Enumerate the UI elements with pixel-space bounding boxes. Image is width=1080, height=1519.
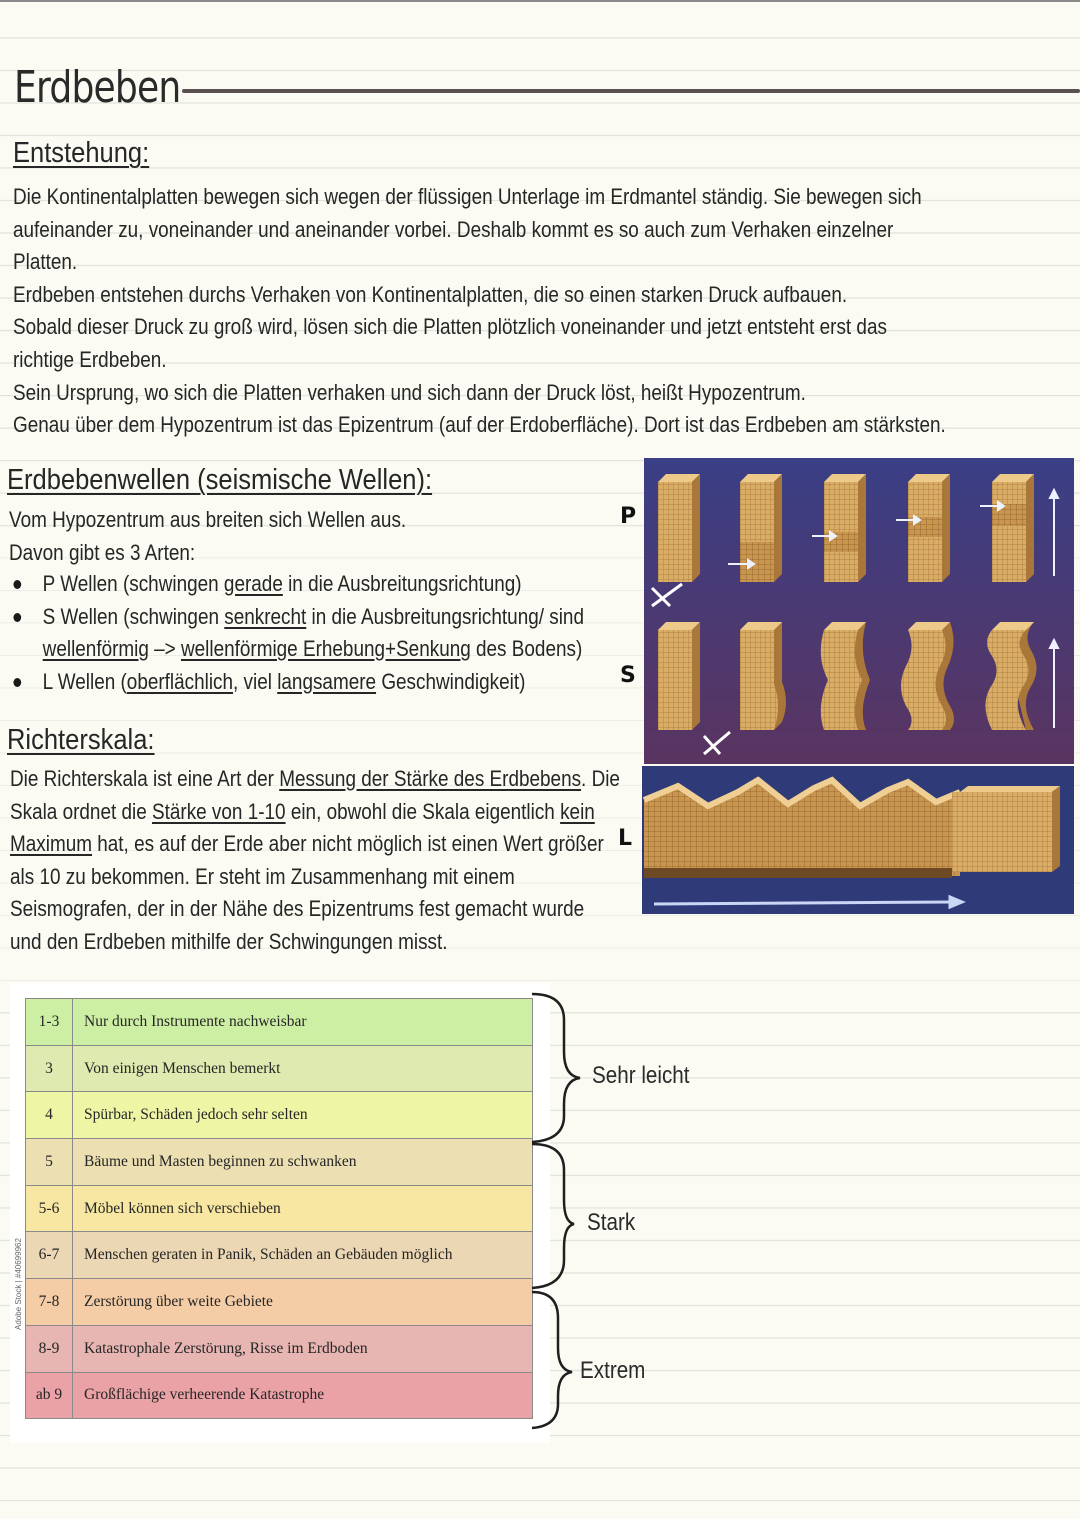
bullet-icon [13,613,21,622]
text-line: Maximum hat, es auf der Erde aber nicht möglich ist einen Wert größer [10,831,604,857]
scale-row [26,1092,533,1139]
scale-row [26,999,533,1046]
text-line: Sein Ursprung, wo sich die Platten verhaken und sich dann der Druck löst, heißt Hypozentrum. [13,379,806,405]
scale-level: 3 [26,1045,73,1092]
text-line: Die Richterskala ist eine Art der Messung der Stärke des Erdbebens. Die [10,766,620,791]
heading-erdbebenwellen: Erdbebenwellen (seismische Wellen): [7,464,433,496]
page-title: Erdbeben [14,62,181,113]
scale-row [26,1232,533,1279]
bullet-icon [13,678,21,687]
label-p: P [620,504,637,529]
text-line: Vom Hypozentrum aus breiten sich Wellen aus. [9,507,407,532]
heading-richterskala: Richterskala: [7,724,155,756]
scale-description: Bäume und Masten beginnen zu schwanken [73,1139,533,1186]
scale-description: Möbel können sich verschieben [73,1185,533,1232]
group-label-extrem: Extrem [580,1357,646,1384]
scale-row [26,1045,533,1092]
wellen-intro [9,504,406,569]
scale-description: Von einigen Menschen bemerkt [73,1045,533,1092]
stock-credit: Adobe Stock | #40699962 [14,1238,23,1330]
bullet-icon [13,580,21,589]
heading-entstehung: Entstehung: [13,137,150,169]
entstehung-text [13,181,946,442]
richter-scale-table [25,998,533,1419]
text-line: Sobald dieser Druck zu groß wird, lösen sich die Platten plötzlich voneinander und jetzt entsteht erst das [13,314,887,340]
scale-level: 7-8 [26,1279,73,1326]
text-line: Erdbeben entstehen durchs Verhaken von Kontinentalplatten, die so einen starken Druck aufbauen. [13,281,848,307]
wave-types-list [10,568,584,698]
text-line: Davon gibt es 3 Arten: [9,539,196,565]
scale-level: 4 [26,1092,73,1139]
text-line: als 10 zu bekommen. Er steht im Zusammenhang mit einem [10,863,515,889]
scale-row [26,1372,533,1419]
scale-description: Menschen geraten in Panik, Schäden an Gebäuden möglich [73,1232,533,1279]
text-line: Skala ordnet die Stärke von 1-10 ein, obwohl die Skala eigentlich kein [10,798,595,824]
text-line: Genau über dem Hypozentrum ist das Epizentrum (auf der Erdoberfläche). Dort ist das Erdbeben am stärksten. [13,412,946,438]
scale-row [26,1139,533,1186]
scale-level: 6-7 [26,1232,73,1279]
scale-row [26,1325,533,1372]
group-label-stark: Stark [587,1209,636,1236]
brace-extrem [532,1292,572,1428]
text-line: aufeinander zu, voneinander und aneinander vorbei. Deshalb kommt es so auch zum Verhaken einzelner [13,216,894,242]
label-l: L [618,826,633,851]
brace-stark [532,1144,574,1288]
scale-description: Nur durch Instrumente nachweisbar [73,999,533,1046]
richter-text [10,763,620,959]
scale-level: ab 9 [26,1372,73,1419]
list-item-s-wave: S Wellen (schwingen senkrecht in die Ausbreitungsrichtung/ sind wellenförmig –> wellenförmige Erhebung+Senkung des Bodens) [10,601,584,666]
scale-description: Großflächige verheerende Katastrophe [73,1372,533,1419]
title-rule [182,89,1080,93]
list-item-l-wave: L Wellen (oberflächlich, viel langsamere Geschwindigkeit) [10,666,584,699]
label-s: S [620,663,636,688]
seismic-wave-figure [612,456,1080,918]
scale-row [26,1279,533,1326]
scale-level: 5 [26,1139,73,1186]
scale-description: Spürbar, Schäden jedoch sehr selten [73,1092,533,1139]
text-line: und den Erdbeben mithilfe der Schwingungen misst. [10,928,448,954]
wave-diagram [612,456,1080,918]
text-line: Platten. [13,249,78,275]
text-line: richtige Erdbeben. [13,346,167,372]
group-braces [528,990,588,1430]
text-line: Die Kontinentalplatten bewegen sich wegen der flüssigen Unterlage im Erdmantel ständig. Sie bewegen sich [13,184,922,209]
list-item-p-wave: P Wellen (schwingen gerade in die Ausbreitungsrichtung) [10,568,584,601]
scale-description: Katastrophale Zerstörung, Risse im Erdboden [73,1325,533,1372]
scale-level: 1-3 [26,999,73,1046]
richter-scale-image [10,983,550,1443]
top-border [0,0,1080,2]
scale-description: Zerstörung über weite Gebiete [73,1279,533,1326]
brace-sehr-leicht [532,994,580,1142]
scale-level: 8-9 [26,1325,73,1372]
scale-level: 5-6 [26,1185,73,1232]
text-line: Seismografen, der in der Nähe des Epizentrums fest gemacht wurde [10,896,585,922]
group-label-sehr-leicht: Sehr leicht [592,1062,690,1089]
scale-row [26,1185,533,1232]
